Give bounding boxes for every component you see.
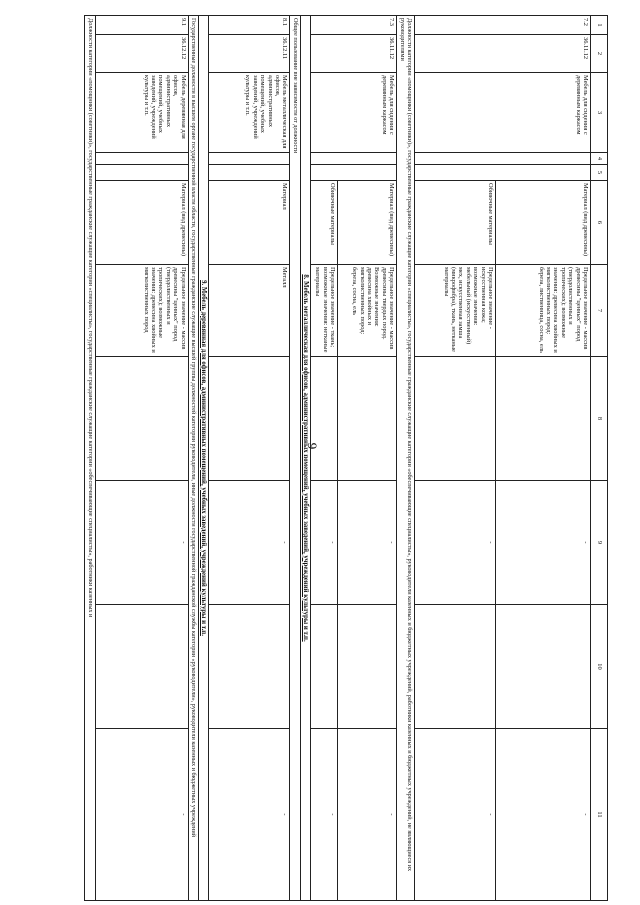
cell-9: - (209, 481, 290, 605)
table-row (95, 16, 188, 901)
characteristic: Материал (вид древесины) (338, 181, 397, 265)
cell-11: - (95, 729, 188, 901)
cell-11: - (209, 729, 290, 901)
page-number: 9 (305, 442, 320, 450)
cell-9: - (496, 481, 591, 605)
item-name: Мебель для сидения с деревянным каркасом (311, 73, 397, 153)
cell-9: - (338, 481, 397, 605)
okpd-code: 36.11.12 (415, 35, 591, 73)
row-number: 8.1 (209, 16, 290, 35)
cell-4 (209, 153, 290, 165)
cell-9: - (95, 481, 188, 605)
category-note-row (85, 16, 95, 901)
cell-8 (95, 357, 188, 481)
cell-5 (95, 165, 188, 181)
row-number: 7.2 (415, 16, 591, 35)
category-note: Общее пользование вне зависимости от должности (290, 16, 300, 901)
value: Предельное значение - ткань; возможные значения: нетканые материалы (311, 265, 338, 357)
col-header-9: 9 (591, 481, 608, 605)
category-note: Должности категории «помощники (советники)», государственные гражданские служащие категории «специалисты», государственные гражданские служащие категории «обеспечивающие специалисты», работники казенных и (85, 16, 95, 901)
row-number: 7.3 (311, 16, 397, 35)
cell-8 (415, 357, 496, 481)
cell-10 (496, 605, 591, 729)
cell-10 (338, 605, 397, 729)
category-note: Должности категории «помощники (советники)», государственные гражданские служащие категории «специалисты», государственные гражданские служащие категории «обеспечивающие специалисты», руководители казенных и бюджетных учреждений, работники казенных и бюджетных учреждений, не являющиеся их руководителями (397, 16, 415, 901)
section-heading: 8. Мебель металлическая для офисов, административных помещений, учебных заведений, учреждений культуры и т.п. (300, 16, 310, 901)
characteristics-table (84, 15, 608, 901)
cell-5 (209, 165, 290, 181)
value: Металл (209, 265, 290, 357)
value: Предельное значение - массив древесины твердых пород. Возможные значения: древесина хвойных и мягколиственных пород: береза, сосна, ель (338, 265, 397, 357)
cell-11: - (338, 729, 397, 901)
okpd-code: 36.12.11 (209, 35, 290, 73)
cell-4 (415, 153, 591, 165)
characteristic: Материал (209, 181, 290, 265)
cell-5 (311, 165, 397, 181)
characteristic: Обивочные материалы (311, 181, 338, 265)
col-header-4: 4 (591, 153, 608, 165)
col-header-8: 8 (591, 357, 608, 481)
row-number: 9.1 (95, 16, 188, 35)
section-heading-row (300, 16, 310, 901)
table-row (209, 16, 290, 901)
rotated-page (88, 15, 608, 900)
cell-10 (415, 605, 496, 729)
category-note: Государственные должности в высшем органе государственной власти области, государственные гражданские служащие высшей группы должностей категории руководители, иные должности государственной гражданской службы категории «руководители», руководители казенных и бюджетных учреждений (188, 16, 198, 901)
col-header-5: 5 (591, 165, 608, 181)
value: Предельное значение - массив древесины "ценных" пород (твердолиственных и тропических); возможные значения: древесина хвойных и мягколиственных пород: береза, лиственница, сосна, ель (496, 265, 591, 357)
cell-5 (415, 165, 591, 181)
section-heading: 9. Мебель деревянная для офисов, административных помещений, учебных заведений, учреждений культуры и т.п. (198, 16, 208, 901)
okpd-code: 36.11.12 (311, 35, 397, 73)
table-row (338, 16, 397, 901)
cell-11: - (415, 729, 496, 901)
category-note-row (397, 16, 415, 901)
item-name: Мебель для сидения с деревянным каркасом (415, 73, 591, 153)
col-header-10: 10 (591, 605, 608, 729)
item-name: Мебель деревянная для офисов, административных помещений, учебных заведений, учреждений культуры и т.п. (95, 73, 188, 153)
okpd-code: 36.12.12 (95, 35, 188, 73)
table-row (496, 16, 591, 901)
cell-11: - (496, 729, 591, 901)
col-header-11: 11 (591, 729, 608, 901)
value: Предельное значение - искусственная кожа; возможные значения: мебельный (искусственный) мех, искусственная замша (микрофибра), ткань, нетканые материалы (415, 265, 496, 357)
cell-11: - (311, 729, 338, 901)
cell-10 (95, 605, 188, 729)
section-heading-row (198, 16, 208, 901)
col-header-6: 6 (591, 181, 608, 265)
cell-8 (338, 357, 397, 481)
value: Предельное значение - массив древесины "ценных" пород (твердолиственных и тропических); возможные значения: древесина хвойных и мягколиственных пород (95, 265, 188, 357)
col-header-2: 2 (591, 35, 608, 73)
col-header-3: 3 (591, 73, 608, 153)
characteristic: Материал (вид древесины) (95, 181, 188, 265)
category-note-row (290, 16, 300, 901)
cell-8 (496, 357, 591, 481)
item-name: Мебель металлическая для офисов, административных помещений, учебных заведений, учреждений культуры и т.п. (209, 73, 290, 153)
cell-9: - (311, 481, 338, 605)
characteristic: Материал (вид древесины) (496, 181, 591, 265)
cell-10 (209, 605, 290, 729)
cell-10 (311, 605, 338, 729)
cell-8 (311, 357, 338, 481)
cell-8 (209, 357, 290, 481)
col-header-1: 1 (591, 16, 608, 35)
characteristic: Обивочные материалы (415, 181, 496, 265)
cell-4 (95, 153, 188, 165)
table-container (88, 15, 608, 900)
cell-9: - (415, 481, 496, 605)
category-note-row (188, 16, 198, 901)
header-row (591, 16, 608, 901)
cell-4 (311, 153, 397, 165)
col-header-7: 7 (591, 265, 608, 357)
